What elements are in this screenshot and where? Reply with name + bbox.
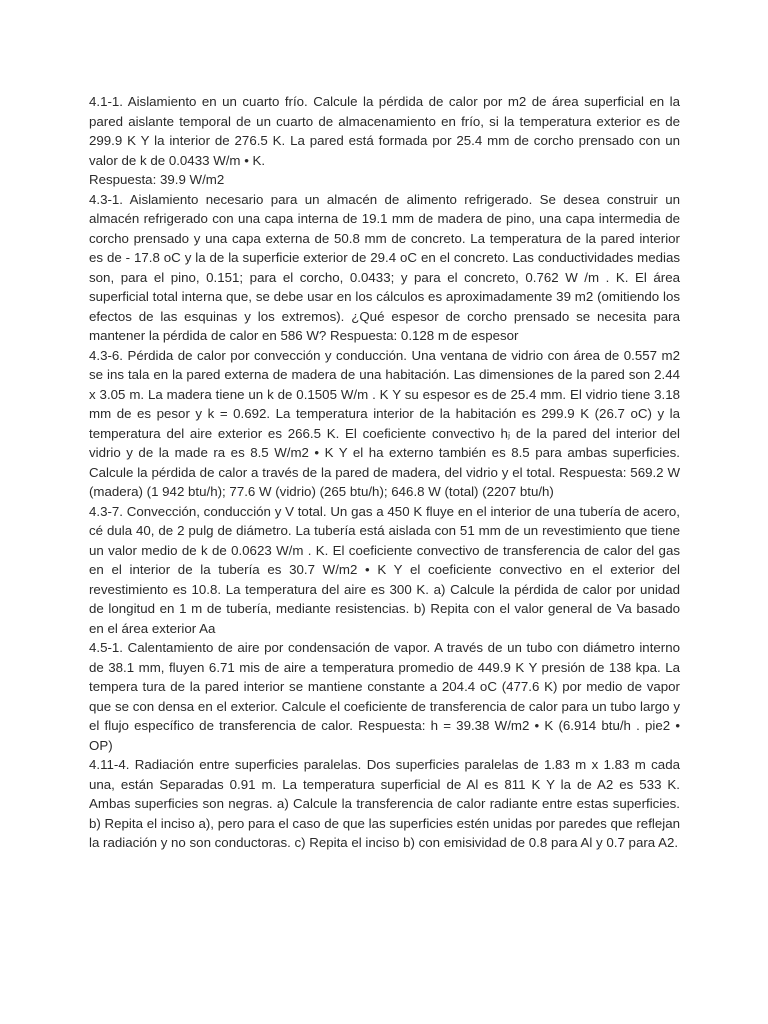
problem-4-5-1-text: 4.5-1. Calentamiento de aire por condensación de vapor. A través de un tubo con diámetro interno de 38.1 mm, fluyen 6.71 mis de aire a temperatura promedio de 449.9 K Y presión de 138 kpa. La tempera tura de la pared interior se mantiene constante a 204.4 oC (477.6 K) por medio de vapor que se con densa en el exterior. Calcule el coeficiente de transferencia de calor para un tubo largo y el flujo específico de transferencia de calor. Respuesta: h = 39.38 W/m2 • K (6.914 btu/h . pie2 • OP) — [89, 640, 680, 753]
problem-4-1-1-text: 4.1-1. Aislamiento en un cuarto frío. Calcule la pérdida de calor por m2 de área superficial en la pared aislante temporal de un cuarto de almacenamiento en frío, si la temperatura exterior es de 299.9 K Y la interior de 276.5 K. La pared está formada por 25.4 mm de corcho prensado con un valor de k de 0.0433 W/m • K. — [89, 94, 680, 168]
problem-4-3-6-text: 4.3-6. Pérdida de calor por convección y conducción. Una ventana de vidrio con área de 0.557 m2 se ins tala en la pared externa de madera de una habitación. Las dimensiones de la pared son 2.44 x 3.05 m. La madera tiene un k de 0.1505 W/m . K Y su espesor es de 25.4 mm. El vidrio tiene 3.18 mm de es pesor y k = 0.692. La temperatura interior de la habitación es 299.9 K (26.7 oC) y la temperatura del aire exterior es 266.5 K. El coeficiente convectivo hⱼ de la pared del interior del vidrio y de la made ra es 8.5 W/m2 • K Y el ha externo también es 8.5 para ambas superficies. Calcule la pérdida de calor a través de la pared de madera, del vidrio y el total. Respuesta: 569.2 W (madera) (1 942 btu/h); 77.6 W (vidrio) (265 btu/h); 646.8 W (total) (2207 btu/h) — [89, 347, 680, 499]
problem-4-1-1-answer: Respuesta: 39.9 W/m2 — [89, 172, 225, 187]
document-page — [89, 92, 680, 853]
problem-4-3-7-text: 4.3-7. Convección, conducción y V total. Un gas a 450 K fluye en el interior de una tubería de acero, cé dula 40, de 2 pulg de diámetro. La tubería está aislada con 51 mm de un revestimiento que tiene un valor medio de k de 0.0623 W/m . K. El coeficiente convectivo de transferencia de calor del gas en el interior de la tubería es 30.7 W/m2 • K Y el coeficiente convectivo en el exterior del revestimiento es 10.8. La temperatura del aire es 300 K. a) Calcule la pérdida de calor por unidad de longitud en 1 m de tubería, mediante resistencias. b) Repita con el valor general de Va basado en el área exterior Aa — [89, 503, 680, 636]
problem-4-11-4-text: 4.11-4. Radiación entre superficies paralelas. Dos superficies paralelas de 1.83 m x 1.83 m cada una, están Separadas 0.91 m. La temperatura superficial de Al es 811 K Y la de A2 es 533 K. Ambas superficies son negras. a) Calcule la transferencia de calor radiante entre estas superficies. b) Repita el inciso a), pero para el caso de que las superficies estén unidas por paredes que reflejan la radiación y no son conductoras. c) Repita el inciso b) con emisividad de 0.8 para Al y 0.7 para A2. — [89, 757, 680, 850]
problem-4-3-1-text: 4.3-1. Aislamiento necesario para un almacén de alimento refrigerado. Se desea construir un almacén refrigerado con una capa interna de 19.1 mm de madera de pino, una capa intermedia de corcho prensado y una capa externa de 50.8 mm de concreto. La temperatura de la pared interior es de - 17.8 oC y la de la superficie exterior de 29.4 oC en el concreto. Las conductividades medias son, para el pino, 0.151; para el corcho, 0.0433; y para el concreto, 0.762 W /m . K. El área superficial total interna que, se debe usar en los cálculos es aproximadamente 39 m2 (omitiendo los efectos de las esquinas y los extremos). ¿Qué espesor de corcho prensado se necesita para mantener la pérdida de calor en 586 W? Respuesta: 0.128 m de espesor — [89, 191, 680, 343]
